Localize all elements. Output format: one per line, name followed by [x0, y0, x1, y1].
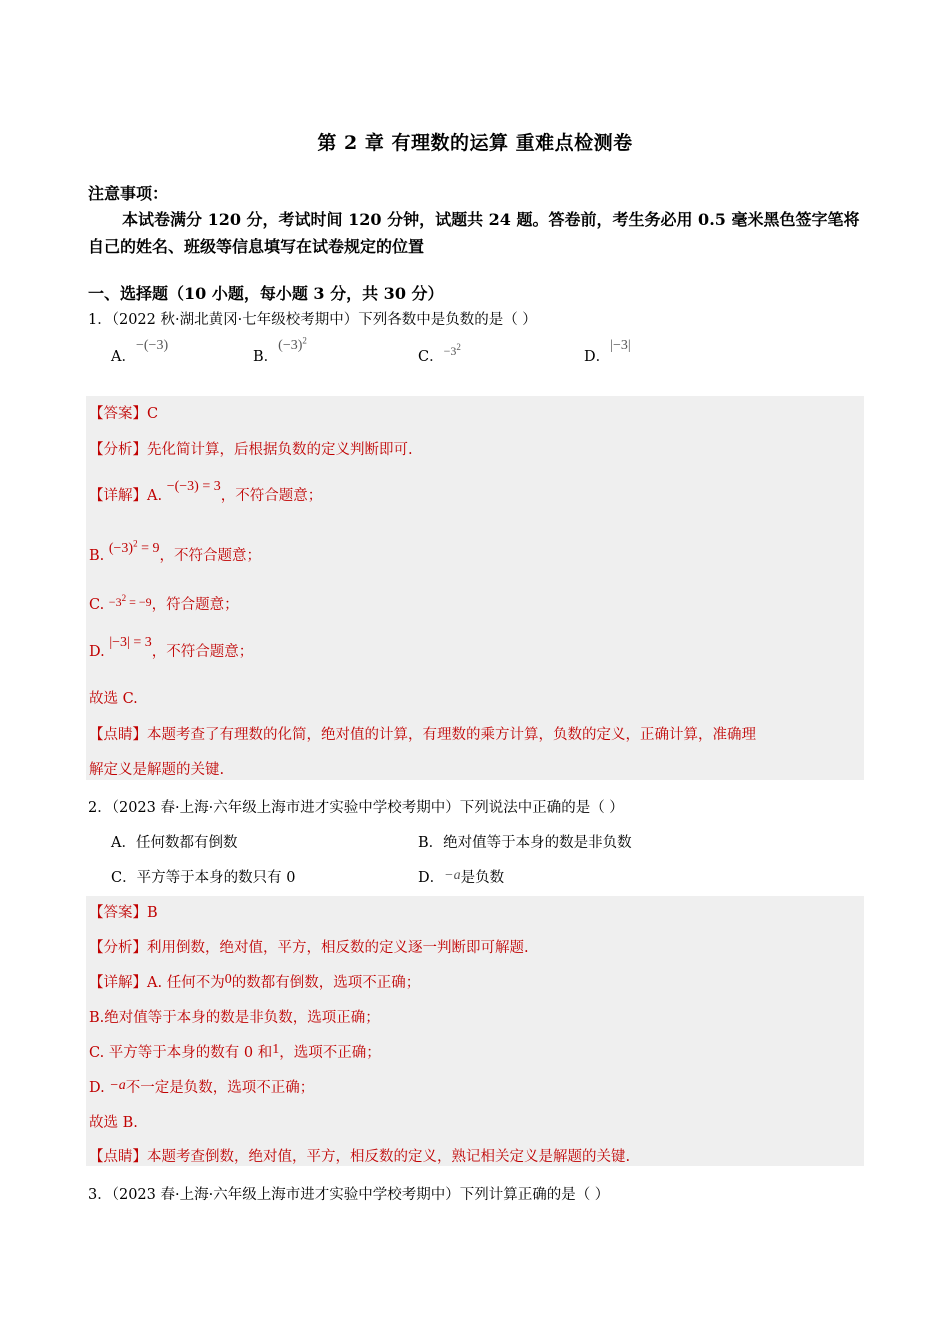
q1-answer-box: [86, 396, 864, 780]
exponent: 2: [456, 342, 461, 352]
q1-option-d[interactable]: [584, 338, 631, 366]
q2-answer: 【答案】B: [89, 905, 158, 921]
q2-option-a[interactable]: A．任何数都有倒数: [111, 835, 238, 851]
question-2-stem: 2．（2023 春·上海·六年级上海市进才实验中学校考期中）下列说法中正确的是（ ）: [88, 800, 624, 816]
detail-expr: 1: [272, 1042, 280, 1057]
detail-expr: |−3| = 3: [109, 635, 152, 650]
detail-suffix: ，不符合题意；: [220, 488, 323, 504]
question-3-stem: 3．（2023 春·上海·六年级上海市进才实验中学校考期中）下列计算正确的是（ ）: [88, 1187, 610, 1203]
detail-suffix: ，不符合题意；: [151, 644, 254, 660]
q2-detail-b: B.绝对值等于本身的数是非负数，选项正确；: [89, 1010, 380, 1026]
q2-detail-d: [89, 1076, 314, 1097]
option-label: A．: [111, 349, 136, 365]
q1-choose: 故选 C.: [89, 691, 138, 707]
q1-detail-a: [89, 479, 323, 505]
q1-option-b[interactable]: [253, 335, 307, 366]
q2-answer-box: [86, 896, 864, 1166]
option-expr: −(−3): [135, 338, 169, 353]
option-expr: −3: [443, 344, 457, 358]
q2-option-d[interactable]: [418, 866, 504, 887]
q2-choose: 故选 B.: [89, 1115, 138, 1131]
option-expr: |−3|: [610, 338, 631, 353]
detail-label: 【详解】A.: [89, 488, 167, 504]
q2-option-c[interactable]: C．平方等于本身的数只有 0: [111, 870, 296, 886]
notice-heading: 注意事项：: [88, 184, 169, 203]
notice-body: 本试卷满分 120 分，考试时间 120 分钟，试题共 24 题。答卷前，考生务必用 0.5 毫米黑色签字笔将自己的姓名、班级等信息填写在试卷规定的位置: [88, 210, 860, 256]
detail-expr-tail: = −9: [126, 595, 152, 609]
q1-analysis: 【分析】先化简计算，后根据负数的定义判断即可.: [89, 442, 413, 458]
q1-option-a[interactable]: [111, 338, 169, 366]
exponent: 2: [302, 335, 307, 346]
section-heading: 一、选择题（10 小题，每小题 3 分，共 30 分）: [88, 284, 444, 303]
q1-detail-d: [89, 635, 254, 661]
detail-label: D.: [89, 644, 110, 660]
q2-option-b[interactable]: B．绝对值等于本身的数是非负数: [418, 835, 632, 851]
detail-text: 的数都有倒数，选项不正确；: [231, 975, 421, 991]
detail-suffix: ，符合题意；: [151, 597, 239, 613]
q2-analysis: 【分析】利用倒数，绝对值，平方，相反数的定义逐一判断即可解题.: [89, 940, 529, 956]
q1-option-c[interactable]: [418, 342, 461, 366]
page-title: 第 2 章 有理数的运算 重难点检测卷: [317, 132, 633, 154]
q2-comment: 【点睛】本题考查倒数，绝对值，平方，相反数的定义，熟记相关定义是解题的关键.: [89, 1149, 631, 1165]
q2-detail-c: [89, 1041, 381, 1062]
detail-text: 不一定是负数，选项不正确；: [125, 1080, 315, 1096]
detail-expr: −a: [109, 1078, 126, 1093]
q1-detail-c: [89, 593, 239, 614]
exponent: 2: [121, 593, 127, 603]
option-expr: −a: [444, 868, 461, 883]
option-expr: (−3): [278, 338, 303, 353]
q1-comment-line-2: 解定义是解题的关键.: [89, 762, 225, 778]
detail-expr: (−3): [108, 541, 134, 556]
option-label: D．: [584, 349, 611, 365]
detail-suffix: ，不符合题意；: [159, 548, 262, 564]
detail-text: D.: [89, 1080, 110, 1096]
detail-label: C.: [89, 597, 109, 613]
detail-expr: −(−3) = 3: [166, 479, 221, 494]
question-1-stem: 1．（2022 秋·湖北黄冈·七年级校考期中）下列各数中是负数的是（ ）: [88, 312, 537, 328]
detail-expr: −3: [108, 595, 122, 609]
q1-answer: 【答案】C: [89, 406, 159, 422]
option-label: B．: [253, 349, 279, 365]
q2-detail-a: [89, 971, 420, 992]
option-label: D．: [418, 870, 445, 886]
q1-comment-line-1: 【点睛】本题考查了有理数的化简，绝对值的计算，有理数的乘方计算，负数的定义，正确计算，准确理: [89, 727, 756, 743]
detail-text: ，选项不正确；: [279, 1045, 381, 1061]
detail-expr: 0: [224, 972, 232, 987]
option-text: 是负数: [460, 870, 505, 886]
q1-detail-b: [89, 538, 262, 565]
option-label: C．: [418, 349, 444, 365]
detail-text: C. 平方等于本身的数有 0 和: [89, 1045, 273, 1061]
detail-expr-tail: = 9: [137, 541, 160, 556]
detail-label: B.: [89, 548, 109, 564]
detail-text: 【详解】A. 任何不为: [89, 975, 225, 991]
exponent: 2: [133, 538, 138, 549]
